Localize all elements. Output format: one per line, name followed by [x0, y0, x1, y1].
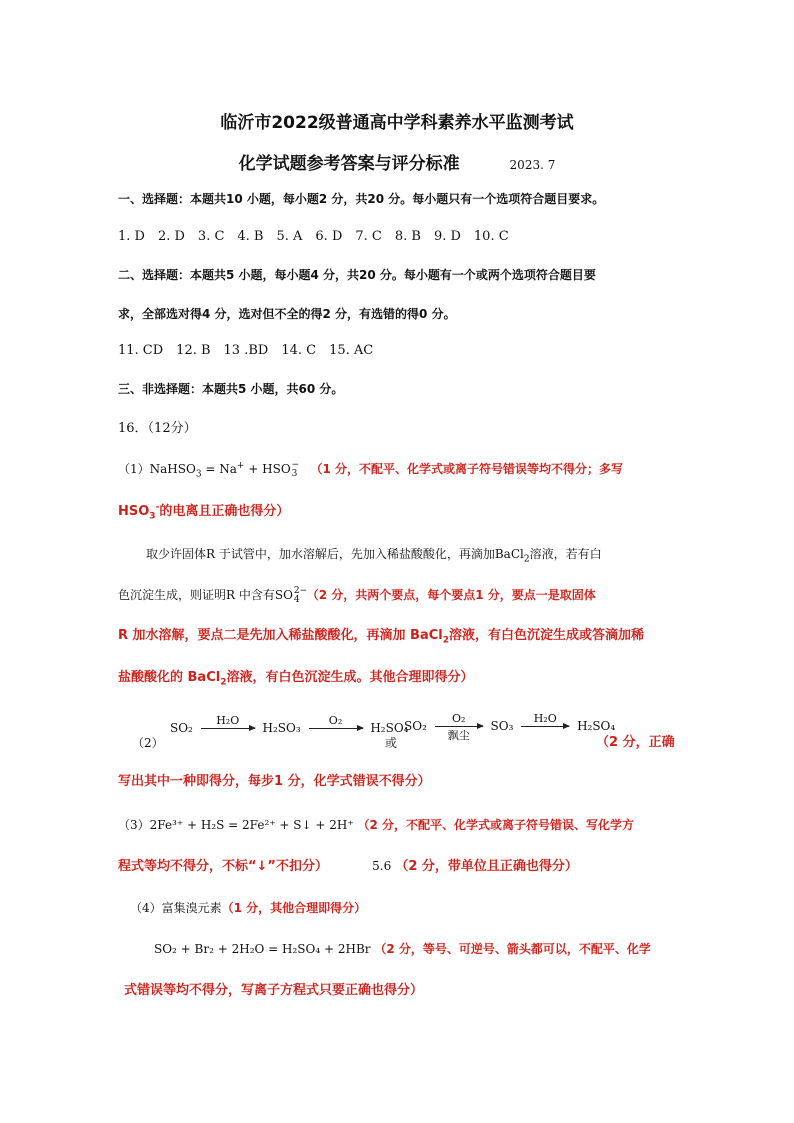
- section1-answers: 1. D 2. D 3. C 4. B 5. A 6. D 7. C 8. B 9. D 10. C: [118, 229, 509, 244]
- doc-title-text: 化学试题参考答案与评分标准: [238, 154, 460, 174]
- q16-p4-note: （1 分，其他合理即得分）: [221, 901, 367, 915]
- q16-p4-equation: SO₂ + Br₂ + 2H₂O = H₂SO₄ + 2HBr: [154, 942, 371, 956]
- note-part: 溶液，有白色沉淀生成。其他合理即得分）: [226, 670, 474, 685]
- chem-sp: H₂SO₃: [262, 721, 301, 735]
- chem-sp: H₂SO₄: [577, 719, 616, 733]
- section1-heading: 一、选择题：本题共10 小题，每小题2 分，共20 分。每小题只有一个选项符合题目要求。: [118, 192, 605, 206]
- text-part: 色沉淀生成，则证明R 中含有SO: [118, 588, 293, 602]
- q16-p1b-line1: 取少许固体R 于试管中，加水溶解后，先加入稀盐酸酸化，再滴加BaCl$_2$溶液，若有白: [146, 547, 602, 565]
- q16-p3-note-1: （2 分，不配平、化学式或离子符号错误、写化学方: [357, 818, 635, 832]
- section2-heading-2: 求，全部选对得4 分，选对但不全的得2 分，有选错的得0 分。: [118, 307, 456, 321]
- q16-p2-or: 或: [385, 736, 398, 750]
- eq-part: （1）NaHSO: [118, 462, 196, 476]
- eq-part: + HSO: [244, 462, 291, 476]
- q16-label: 16．（12分）: [118, 421, 197, 436]
- doc-title: [0, 149, 794, 174]
- section3-heading: 三、非选择题：本题共5 小题，共60 分。: [118, 382, 344, 396]
- arrow-top-label: O₂: [451, 711, 466, 725]
- q16-p3-line2: [118, 857, 578, 876]
- q16-p4-line1: [130, 899, 366, 917]
- arrow-bottom-label: 飘尘: [447, 728, 470, 742]
- q16-p1-note: （1 分，不配平、化学式或离子符号错误等均不得分；多写: [310, 462, 624, 476]
- reaction-arrow: [431, 713, 487, 741]
- q16-p3-note-2: 程式等均不得分，不标“↓”不扣分）: [118, 859, 328, 874]
- q16-p4-note-2: （2 分，等号、可逆号、箭头都可以，不配平、化学: [374, 942, 651, 956]
- reaction-arrow: [305, 715, 367, 743]
- q16-p1-equation: （1）NaHSO$_3$ = Na+ + HSO − 3 （1 分，不配平、化学式或离子符号错误等均不得分；多写: [118, 459, 624, 480]
- q16-p1b-note-2: R 加水溶解，要点二是先加入稀盐酸酸化，再滴加 BaCl$_2$溶液，有白色沉淀生成或答滴加稀: [118, 628, 645, 646]
- q16-p2-label: （2）: [132, 736, 164, 750]
- q16-p2-note-2: 写出其中一种即得分，每步1 分，化学式错误不得分）: [118, 774, 431, 789]
- eq-part: = Na: [201, 462, 237, 476]
- q16-p3-value: 5.6: [372, 859, 392, 873]
- q16-p3-note-3: （2 分，带单位且正确也得分）: [395, 859, 578, 874]
- note-part: 盐酸酸化的 BaCl: [118, 670, 221, 685]
- text-part: 取少许固体R 于试管中，加水溶解后，先加入稀盐酸酸化，再滴加BaCl: [146, 547, 524, 561]
- note-part: HSO: [118, 504, 150, 519]
- q16-p1b-note-3: 盐酸酸化的 BaCl$_2$溶液，有白色沉淀生成。其他合理即得分）: [118, 670, 474, 688]
- reaction-arrow: [197, 715, 259, 743]
- q16-p3-equation: （3）2Fe³⁺ + H₂S = 2Fe²⁺ + S↓ + 2H⁺: [118, 818, 354, 832]
- q16-p3-line1: [118, 816, 634, 834]
- q16-p4-line2: [154, 940, 651, 958]
- text-part: 溶液，若有白: [529, 547, 602, 561]
- q16-p1b-line2: 色沉淀生成，则证明R 中含有SO 2− 4 （2 分，共两个要点，每个要点1 分，要点一是取固体: [118, 585, 596, 605]
- reaction-arrow: [517, 713, 573, 741]
- q16-p1-note-2: $HSO_3^-$的电离且正确也得分）: [118, 502, 290, 522]
- arrow-top-label: H₂O: [216, 713, 240, 727]
- arrow-top-label: H₂O: [533, 711, 557, 725]
- note-part: R 加水溶解，要点二是先加入稀盐酸酸化，再滴加 BaCl: [118, 628, 443, 643]
- exam-title: 临沂市2022级普通高中学科素养水平监测考试: [220, 113, 574, 133]
- q16-p4-text: （4）富集溴元素: [130, 901, 222, 915]
- chem-sp: SO₂: [404, 719, 427, 733]
- q16-p2-path1: [170, 714, 409, 743]
- note-part: 溶液，有白色沉淀生成或答滴加稀: [449, 628, 645, 643]
- note-part: 的电离且正确也得分）: [159, 504, 290, 519]
- q16-p1b-note-1: （2 分，共两个要点，每个要点1 分，要点一是取固体: [306, 588, 596, 602]
- q16-p2-path2: [404, 712, 615, 741]
- doc-date: 2023. 7: [509, 158, 556, 172]
- q16-p2-note-1: （2 分，正确: [596, 735, 675, 750]
- section2-answers: 11. CD 12. B 13 .BD 14. C 15. AC: [118, 343, 374, 358]
- section2-heading-1: 二、选择题：本题共5 小题，每小题4 分，共20 分。每小题有一个或两个选项符合题目要: [118, 268, 596, 282]
- q16-p4-note-3: 式错误等均不得分，写离子方程式只要正确也得分）: [124, 983, 424, 998]
- chem-sp: SO₃: [490, 719, 514, 733]
- chem-sp: H₂SO₄: [370, 721, 409, 735]
- chem-sp: SO₂: [170, 721, 193, 735]
- arrow-top-label: O₂: [328, 713, 343, 727]
